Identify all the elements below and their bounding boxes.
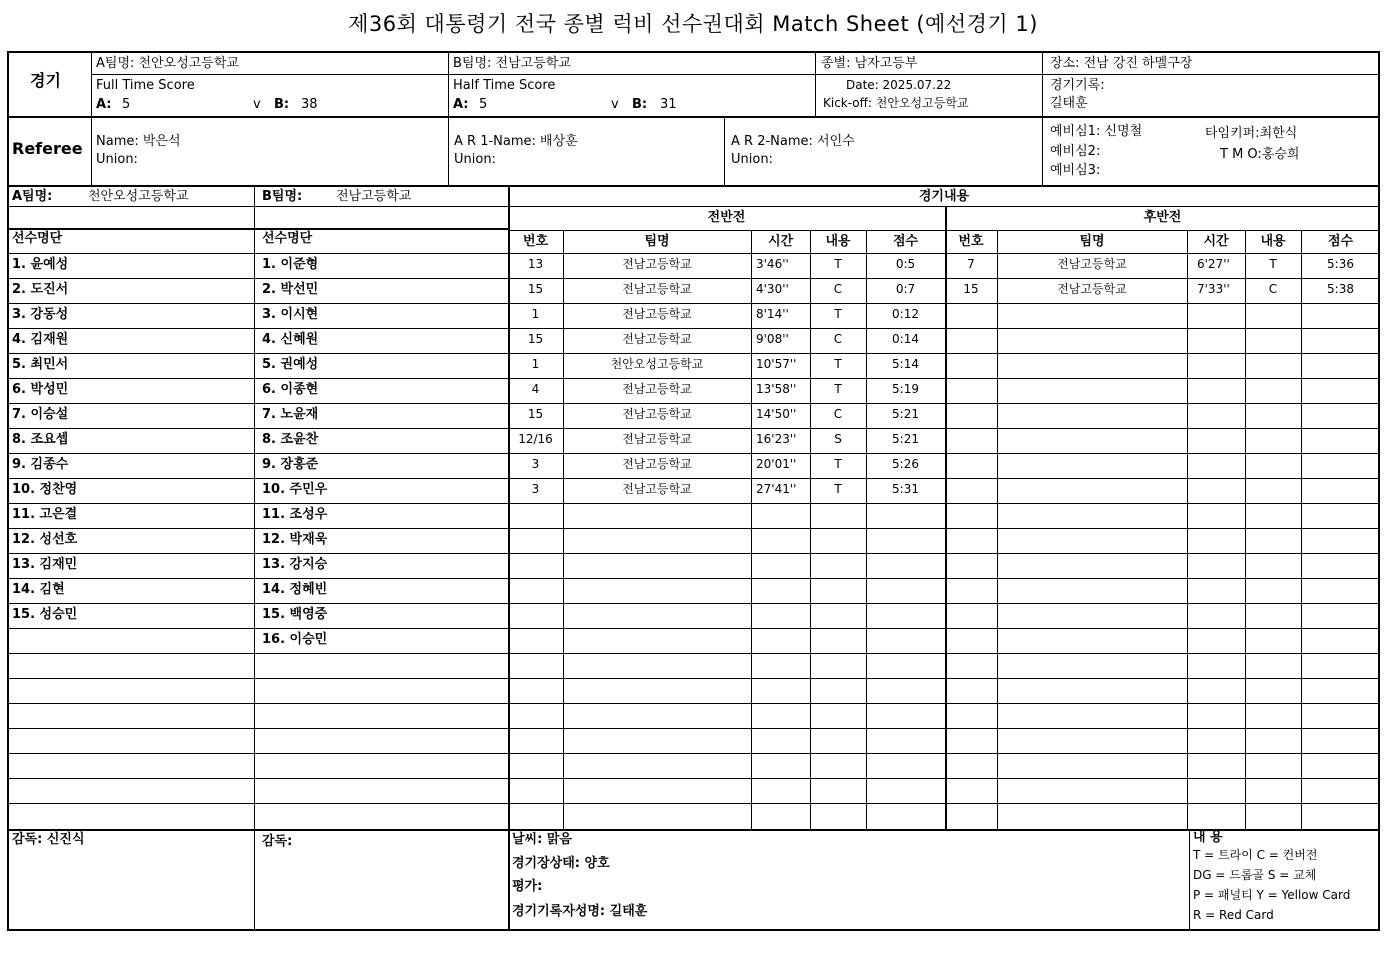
first-half-cell: T (834, 357, 842, 371)
event-row-rule (508, 253, 1380, 254)
ar2-name: A R 2-Name: 서인수 (731, 134, 855, 149)
roster-b-player: 4. 신혜원 (262, 332, 319, 347)
first-half-cell: T (834, 307, 842, 321)
roster-a-player: 11. 고은결 (12, 507, 78, 522)
full-b-score: 38 (301, 97, 318, 112)
roster-a-player: 1. 윤예성 (12, 257, 69, 272)
roster-a-player: 15. 성승민 (12, 607, 78, 622)
full-v: v (253, 97, 261, 112)
first-half-cell: 0:7 (895, 282, 916, 296)
second-half-cell: 5:36 (1327, 257, 1354, 271)
reserve-referee-1: 예비심1: 신명철 (1050, 124, 1143, 139)
reserve-referee-2: 예비심2: (1050, 144, 1101, 159)
second-half-cell: 전남고등학교 (1057, 257, 1127, 271)
first-half-cell: 3 (531, 482, 540, 496)
second-half-cell: 7'33'' (1197, 282, 1230, 296)
roster-row-rule (7, 678, 508, 679)
legend-rule (1189, 829, 1190, 929)
roster-row-rule (7, 228, 508, 230)
half-divider (945, 206, 947, 829)
roster-row-rule (7, 453, 508, 454)
second-half-cell: 7 (967, 257, 975, 271)
first-half-cell: 전남고등학교 (622, 307, 692, 321)
ar2-union: Union: (731, 152, 773, 167)
roster-b-player: 13. 강지승 (262, 557, 328, 572)
event-row-rule (508, 353, 1380, 354)
first-half-cell: 전남고등학교 (622, 482, 692, 496)
roster-b-player: 15. 백영중 (262, 607, 328, 622)
tmo: T M O:홍승희 (1220, 147, 1300, 162)
category: 종별: 남자고등부 (821, 56, 918, 71)
half-a-score: 5 (479, 97, 488, 112)
roster-b-player: 8. 조윤찬 (262, 432, 319, 447)
h-rule (508, 206, 1380, 207)
event-row-rule (508, 278, 1380, 279)
roster-row-rule (7, 628, 508, 629)
roster-b-player: 7. 노윤재 (262, 407, 319, 422)
first-half-cell: C (833, 332, 843, 346)
first-half-cell: 16'23'' (756, 432, 797, 446)
event-header: 팀명 (644, 234, 670, 249)
event-row-rule (508, 328, 1380, 329)
legend-title: 내 용 (1193, 830, 1223, 845)
team-a-name: A팀명: 천안오성고등학교 (96, 56, 239, 71)
event-row-rule (508, 803, 1380, 804)
v-rule (724, 116, 725, 185)
full-a-prefix: A: (96, 97, 112, 112)
event-row-rule (508, 753, 1380, 754)
first-half-cell: 5:19 (892, 382, 919, 396)
first-half-cell: 13 (527, 257, 544, 271)
second-half-cell: C (1268, 282, 1278, 296)
full-time-label: Full Time Score (96, 78, 195, 93)
roster-b-player: 16. 이승민 (262, 632, 328, 647)
first-half-cell: 9'08'' (756, 332, 789, 346)
half-b-prefix: B: (632, 97, 648, 112)
roster-row-rule (7, 206, 508, 207)
roster-row-rule (7, 503, 508, 504)
first-half-cell: 4'30'' (756, 282, 789, 296)
roster-row-rule (7, 553, 508, 554)
half-a-prefix: A: (453, 97, 469, 112)
roster-row-rule (7, 778, 508, 779)
roster-row-rule (7, 328, 508, 329)
roster-b-player: 6. 이종현 (262, 382, 319, 397)
first-half-cell: 전남고등학교 (622, 282, 692, 296)
event-row-rule (508, 428, 1380, 429)
v-rule (1301, 230, 1302, 829)
event-header: 내용 (825, 234, 851, 249)
event-row-rule (508, 378, 1380, 379)
half-time-label: Half Time Score (453, 78, 556, 93)
event-row-rule (508, 403, 1380, 404)
event-row-rule (508, 678, 1380, 679)
roster-row-rule (7, 578, 508, 579)
event-row-rule (508, 603, 1380, 604)
ar1-name: A R 1-Name: 배상훈 (454, 134, 578, 149)
first-half-cell: 1 (531, 307, 540, 321)
event-row-rule (508, 728, 1380, 729)
first-half-cell: 1 (531, 357, 540, 371)
first-half-cell: 15 (527, 332, 544, 346)
first-half-cell: 8'14'' (756, 307, 789, 321)
match-sheet (7, 51, 1380, 931)
reserve-referee-3: 예비심3: (1050, 163, 1101, 178)
first-half-cell: S (834, 432, 842, 446)
event-row-rule (508, 528, 1380, 529)
first-half-cell: 15 (527, 407, 544, 421)
roster-row-rule (7, 478, 508, 479)
roster-a-player: 12. 성선호 (12, 532, 78, 547)
event-row-rule (508, 703, 1380, 704)
roster-a-team-name: 천안오성고등학교 (88, 189, 189, 204)
roster-row-rule (7, 653, 508, 654)
roster-a-player: 10. 정찬영 (12, 482, 78, 497)
roster-b-player: 5. 권예성 (262, 357, 319, 372)
second-half-cell: 5:38 (1327, 282, 1354, 296)
first-half-cell: 0:14 (892, 332, 919, 346)
first-half-cell: 전남고등학교 (622, 332, 692, 346)
recorder-name: 길태훈 (1050, 96, 1088, 111)
first-half-cell: C (833, 282, 843, 296)
half-v: v (611, 97, 619, 112)
first-half-cell: 전남고등학교 (622, 407, 692, 421)
roster-b-team-name: 전남고등학교 (336, 189, 412, 204)
roster-a-player: 14. 김현 (12, 582, 65, 597)
first-half-cell: 5:26 (892, 457, 919, 471)
roster-a-player: 9. 김종수 (12, 457, 69, 472)
first-half-cell: 10'57'' (756, 357, 797, 371)
page-title: 제36회 대통령기 전국 종별 럭비 선수권대회 Match Sheet (예선경기 1) (348, 12, 1038, 36)
first-half-cell: 전남고등학교 (622, 382, 692, 396)
first-half-cell: 14'50'' (756, 407, 797, 421)
first-half-cell: T (834, 482, 842, 496)
roster-row-rule (7, 378, 508, 379)
roster-b-player: 12. 박재욱 (262, 532, 328, 547)
v-rule (1187, 230, 1188, 829)
event-row-rule (508, 628, 1380, 629)
referee-name: Name: 박은석 (96, 134, 181, 149)
h-rule (91, 74, 1380, 75)
v-rule (1245, 230, 1246, 829)
roster-row-rule (7, 753, 508, 754)
coach-b: 감독: (262, 834, 293, 849)
first-half-cell: 전남고등학교 (622, 432, 692, 446)
event-header: 내용 (1260, 234, 1286, 249)
roster-b-player: 10. 주민우 (262, 482, 328, 497)
first-half-cell: 4 (531, 382, 540, 396)
roster-a-header: 선수명단 (12, 231, 63, 246)
footer-divider (7, 829, 1380, 831)
roster-b-player: 11. 조성우 (262, 507, 328, 522)
first-half-cell: 5:14 (892, 357, 919, 371)
kickoff: Kick-off: 천안오성고등학교 (823, 96, 969, 110)
referee-union: Union: (96, 152, 138, 167)
legend-item: P = 패널티 Y = Yellow Card (1193, 888, 1351, 902)
roster-b-player: 2. 박선민 (262, 282, 319, 297)
coach-a: 감독: 신진식 (12, 832, 85, 847)
first-half-label: 전반전 (707, 210, 746, 225)
roster-row-rule (7, 728, 508, 729)
roster-b-player: 9. 장홍준 (262, 457, 319, 472)
event-row-rule (508, 303, 1380, 304)
roster-a-player: 13. 김재민 (12, 557, 78, 572)
roster-a-player: 6. 박성민 (12, 382, 69, 397)
v-rule (448, 116, 449, 185)
roster-a-player: 2. 도진서 (12, 282, 69, 297)
weather: 날씨: 맑음 (512, 832, 572, 847)
event-header: 시간 (767, 234, 794, 249)
event-row-rule (508, 578, 1380, 579)
first-half-cell: 15 (527, 282, 544, 296)
first-half-cell: 5:21 (892, 432, 919, 446)
first-half-cell: 13'58'' (756, 382, 797, 396)
roster-a-player: 8. 조요셉 (12, 432, 69, 447)
first-half-cell: C (833, 407, 843, 421)
first-half-cell: 0:12 (892, 307, 919, 321)
event-row-rule (508, 778, 1380, 779)
first-half-cell: 전남고등학교 (622, 457, 692, 471)
event-row-rule (508, 553, 1380, 554)
event-header: 점수 (1327, 234, 1354, 249)
recorder-label: 경기기록: (1050, 78, 1105, 93)
v-rule (997, 230, 998, 829)
event-header: 번호 (958, 234, 984, 249)
record-writer: 경기기록자성명: 길태훈 (512, 904, 648, 919)
roster-b-team-label: B팀명: (262, 189, 303, 204)
roster-row-rule (7, 278, 508, 279)
label-col-rule (91, 53, 92, 185)
roster-col-rule (254, 185, 255, 929)
first-half-cell: T (834, 382, 842, 396)
roster-row-rule (7, 403, 508, 404)
event-row-rule (508, 453, 1380, 454)
v-rule (1042, 53, 1043, 185)
events-title: 경기내용 (918, 189, 970, 204)
match-date: Date: 2025.07.22 (846, 78, 952, 92)
second-half-cell: 6'27'' (1197, 257, 1230, 271)
v-rule (751, 230, 752, 829)
second-half-cell: T (1269, 257, 1277, 271)
event-header: 번호 (522, 234, 549, 249)
roster-row-rule (7, 253, 508, 254)
legend-item: T = 트라이 C = 컨버전 (1193, 848, 1318, 862)
referee-label: Referee (12, 139, 83, 158)
full-a-score: 5 (122, 97, 131, 112)
first-half-cell: 5:21 (892, 407, 919, 421)
event-row-rule (508, 478, 1380, 479)
second-half-label: 후반전 (1143, 210, 1182, 225)
roster-b-player: 1. 이준형 (262, 257, 319, 272)
v-rule (448, 53, 449, 116)
first-half-cell: 5:31 (892, 482, 919, 496)
roster-row-rule (7, 803, 508, 804)
timekeeper: 타임키퍼:최한식 (1205, 126, 1298, 141)
roster-row-rule (7, 303, 508, 304)
first-half-cell: 3 (531, 457, 540, 471)
second-half-cell: 전남고등학교 (1057, 282, 1127, 296)
roster-row-rule (7, 603, 508, 604)
roster-row-rule (7, 528, 508, 529)
roster-b-player: 14. 정혜빈 (262, 582, 328, 597)
first-half-cell: 12/16 (518, 432, 553, 446)
first-half-cell: 천안오성고등학교 (610, 357, 704, 371)
event-header: 시간 (1203, 234, 1229, 249)
roster-a-player: 5. 최민서 (12, 357, 69, 372)
venue: 장소: 전남 강진 하멜구장 (1050, 56, 1193, 71)
roster-row-rule (7, 353, 508, 354)
roster-a-team-label: A팀명: (12, 189, 53, 204)
first-half-cell: 27'41'' (756, 482, 797, 496)
second-half-cell: 15 (963, 282, 979, 296)
first-half-cell: T (834, 457, 842, 471)
roster-row-rule (7, 428, 508, 429)
first-half-cell: 0:5 (895, 257, 916, 271)
first-half-cell: 20'01'' (756, 457, 797, 471)
header-divider (7, 116, 1380, 118)
event-row-rule (508, 653, 1380, 654)
evaluation: 평가: (512, 879, 543, 894)
first-half-cell: T (834, 257, 842, 271)
first-half-cell: 전남고등학교 (622, 257, 692, 271)
event-header: 팀명 (1079, 234, 1105, 249)
field-condition: 경기장상태: 양호 (512, 856, 610, 871)
roster-a-player: 7. 이승설 (12, 407, 69, 422)
match-label: 경기 (30, 71, 61, 90)
full-b-prefix: B: (274, 97, 290, 112)
roster-row-rule (7, 703, 508, 704)
half-b-score: 31 (660, 97, 677, 112)
roster-b-header: 선수명단 (262, 231, 313, 246)
roster-a-player: 4. 김재원 (12, 332, 69, 347)
legend-item: R = Red Card (1193, 908, 1274, 922)
v-rule (815, 53, 816, 116)
header-divider (7, 185, 1380, 187)
roster-a-player: 3. 강동성 (12, 307, 69, 322)
roster-b-player: 3. 이시현 (262, 307, 319, 322)
legend-item: DG = 드롭골 S = 교체 (1193, 868, 1317, 882)
ar1-union: Union: (454, 152, 496, 167)
h-rule (508, 230, 1380, 231)
event-header: 점수 (892, 234, 919, 249)
event-row-rule (508, 503, 1380, 504)
team-b-name: B팀명: 전남고등학교 (453, 56, 571, 71)
first-half-cell: 3'46'' (756, 257, 789, 271)
